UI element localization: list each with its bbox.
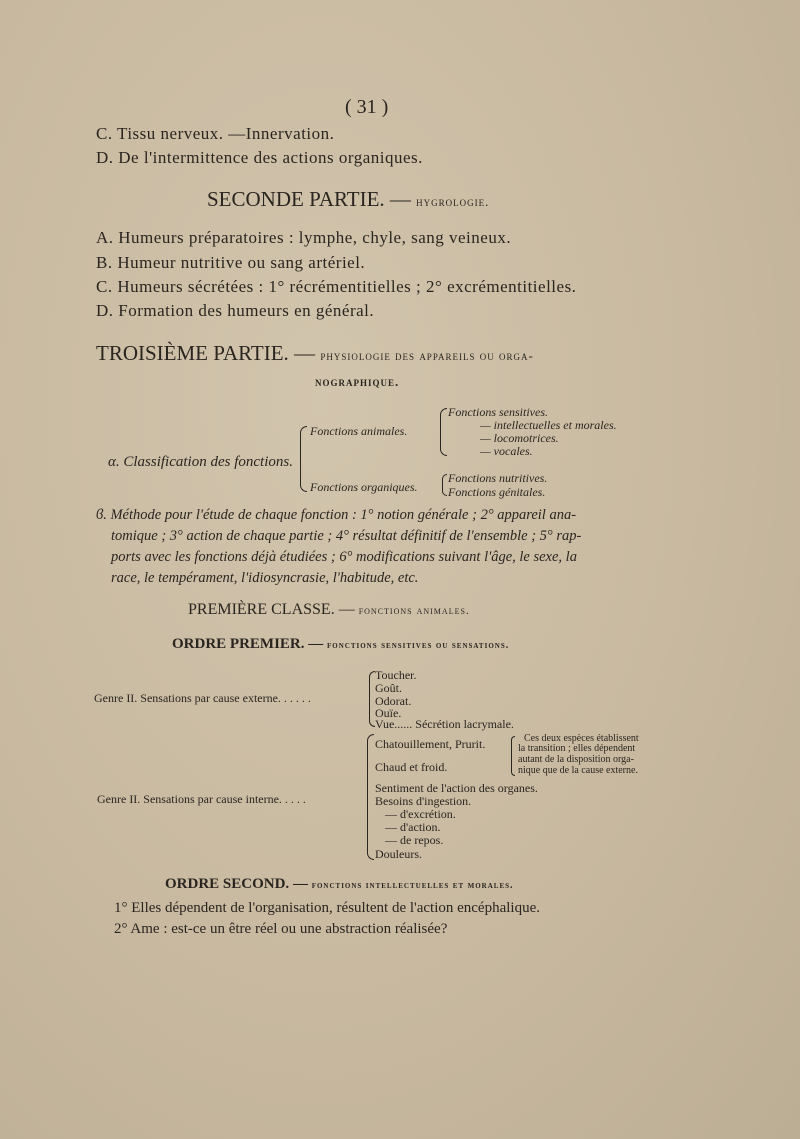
classification-brace: [300, 426, 307, 492]
sensation-action: — d'action.: [385, 820, 441, 834]
sensation-tickling: Chatouillement, Prurit.: [375, 737, 486, 751]
sensation-heat-cold: Chaud et froid.: [375, 760, 448, 774]
organic-function-nutritive: Fonctions nutritives.: [448, 471, 548, 485]
method-line-4: race, le tempérament, l'idiosyncrasie, l'habitude, etc.: [111, 570, 419, 586]
second-order-title: ORDRE SECOND.: [165, 876, 290, 892]
first-order-title: ORDRE PREMIER.: [172, 636, 305, 652]
organic-functions-brace: [442, 474, 447, 496]
item-d-intermittence: D. De l'intermittence des actions organiques.: [96, 148, 423, 167]
first-order-heading: [172, 636, 509, 653]
first-order-dash: —: [308, 636, 324, 652]
genre-internal-brace: [367, 734, 374, 860]
third-part-dash: —: [294, 341, 316, 365]
organic-function-genital: Fonctions génitales.: [448, 485, 546, 499]
method-line-1: ϐ. Méthode pour l'étude de chaque fonction : 1° notion générale ; 2° appareil ana-: [96, 507, 577, 523]
second-order-subtitle: fonctions intellectuelles et morales.: [311, 880, 514, 891]
transition-note-line-3: autant de la disposition orga-: [518, 754, 634, 765]
genre-external-label: Genre II. Sensations par cause externe. . . . . .: [94, 691, 311, 705]
sensation-rest: — de repos.: [385, 833, 444, 847]
second-order-item-2: 2° Ame : est-ce un être réel ou une abstraction réalisée?: [114, 921, 448, 937]
third-part-subtitle-line1: physiologie des appareils ou orga-: [320, 348, 534, 363]
animal-function-locomotor: — locomotrices.: [480, 431, 559, 445]
classification-label: α. Classification des fonctions.: [108, 454, 293, 470]
transition-note-brace: [511, 736, 515, 776]
genre-internal-label: Genre II. Sensations par cause interne. . . . .: [97, 792, 306, 806]
second-part-heading: [207, 187, 489, 212]
first-class-subtitle: fonctions animales.: [358, 603, 470, 617]
sense-smell: Odorat.: [375, 694, 412, 708]
second-part-item-c: C. Humeurs sécrétées : 1° récrémentitielles ; 2° excrémentitielles.: [96, 277, 577, 296]
second-part-subtitle: hygrologie.: [416, 194, 490, 209]
first-class-title: PREMIÈRE CLASSE.: [188, 601, 335, 618]
animal-functions-label: Fonctions animales.: [310, 424, 408, 438]
first-class-heading: [188, 601, 470, 619]
method-line-2: tomique ; 3° action de chaque partie ; 4° résultat définitif de l'ensemble ; 5° rap-: [111, 528, 582, 544]
second-part-item-a: A. Humeurs préparatoires : lymphe, chyle, sang veineux.: [96, 228, 512, 247]
animal-function-vocal: — vocales.: [480, 444, 533, 458]
third-part-title: TROISIÈME PARTIE.: [96, 341, 289, 365]
sense-sight: Vue...... Sécrétion lacrymale.: [375, 717, 514, 731]
transition-note-line-1: Ces deux espèces établissent: [524, 733, 639, 744]
third-part-subtitle-line2: nographique.: [315, 374, 400, 389]
transition-note-line-2: la transition ; elles dépendent: [518, 743, 636, 754]
sensation-excretion: — d'excrétion.: [385, 807, 456, 821]
first-order-subtitle: fonctions sensitives ou sensations.: [327, 640, 510, 651]
animal-function-intellectual: — intellectuelles et morales.: [480, 418, 617, 432]
animal-function-sensitive: Fonctions sensitives.: [448, 405, 548, 419]
second-part-dash: —: [389, 187, 411, 211]
transition-note-line-4: nique que de la cause externe.: [518, 765, 638, 776]
method-line-3: ports avec les fonctions déjà étudiées ; 6° modifications suivant l'âge, le sexe, la: [111, 549, 577, 565]
third-part-heading: [96, 341, 534, 366]
sense-taste: Goût.: [375, 681, 402, 695]
sensation-organ-action: Sentiment de l'action des organes.: [375, 781, 538, 795]
second-order-heading: [165, 876, 514, 893]
sense-touch: Toucher.: [375, 668, 417, 682]
item-c-tissu-nerveux: C. Tissu nerveux. —Innervation.: [96, 124, 335, 143]
second-order-item-1: 1° Elles dépendent de l'organisation, résultent de l'action encéphalique.: [114, 900, 540, 916]
second-part-item-b: B. Humeur nutritive ou sang artériel.: [96, 253, 366, 272]
page-number: ( 31 ): [345, 96, 389, 118]
second-part-title: SECONDE PARTIE.: [207, 187, 385, 211]
sense-hearing: Ouïe.: [375, 706, 402, 720]
second-order-dash: —: [292, 876, 308, 892]
second-part-item-d: D. Formation des humeurs en général.: [96, 301, 375, 320]
sensation-ingestion-needs: Besoins d'ingestion.: [375, 794, 472, 808]
organic-functions-label: Fonctions organiques.: [310, 480, 418, 494]
sensation-pain: Douleurs.: [375, 847, 422, 861]
animal-functions-brace: [440, 408, 447, 456]
first-class-dash: —: [338, 601, 355, 618]
